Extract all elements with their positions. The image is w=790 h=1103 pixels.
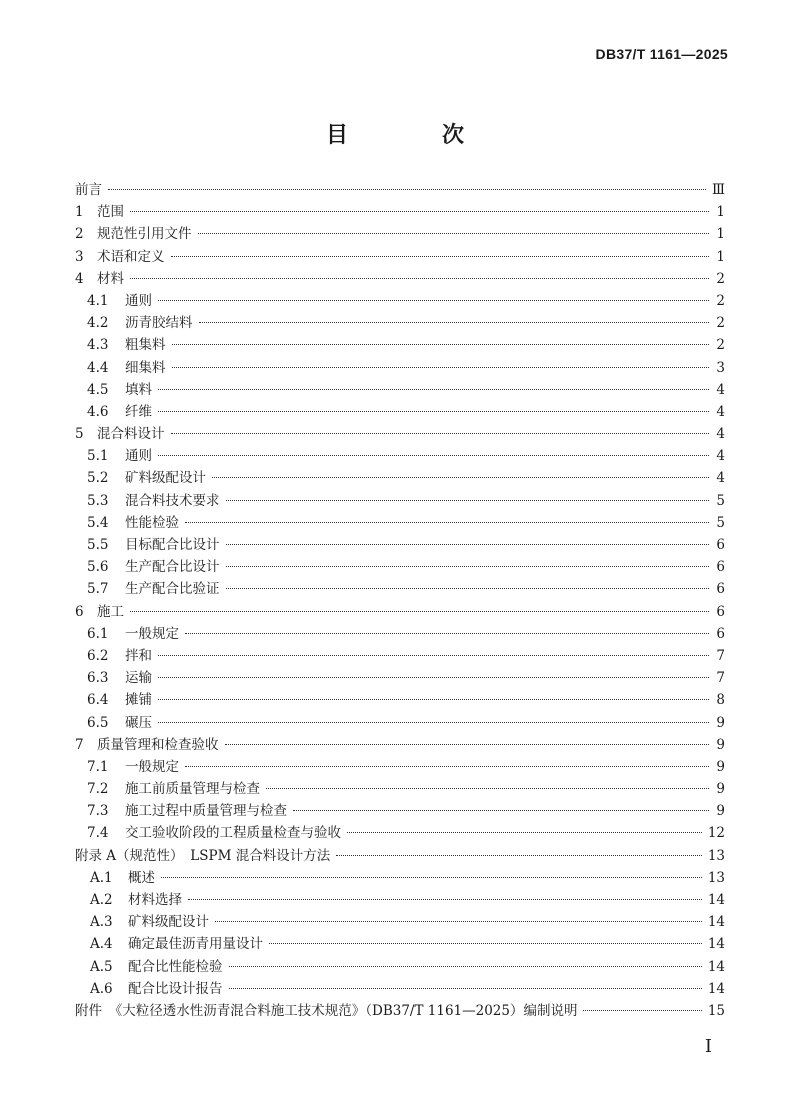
toc-entry-page: 4: [716, 470, 725, 487]
dot-leader: [158, 699, 709, 700]
dot-leader: [185, 633, 709, 634]
dot-leader: [199, 322, 710, 323]
toc-entry-label: 矿料级配设计: [128, 914, 209, 931]
toc-entry-page: 12: [707, 825, 725, 842]
toc-entry-label: 沥青胶结料: [125, 315, 193, 332]
toc-entry[interactable]: [75, 577, 725, 599]
toc-entry-label: 拌和: [125, 647, 152, 664]
toc-entry[interactable]: [75, 444, 725, 466]
toc-entry-page: 4: [716, 381, 725, 398]
toc-entry-label: 目标配合比设计: [125, 537, 220, 553]
toc-entry[interactable]: [75, 489, 725, 511]
toc-entry-label: 通则: [125, 448, 152, 465]
toc-entry[interactable]: [75, 267, 725, 289]
toc-entry[interactable]: [75, 511, 725, 533]
toc-entry[interactable]: [75, 866, 725, 888]
dot-leader: [226, 544, 710, 545]
toc-entry-page: 5: [716, 492, 725, 509]
toc-entry-page: 9: [716, 714, 725, 731]
dot-leader: [215, 921, 702, 922]
toc-entry-number: 4: [75, 270, 84, 287]
toc-entry-label: 性能检验: [125, 514, 179, 531]
toc-entry-label: 材料选择: [128, 892, 182, 908]
toc-entry-number: 4.6: [87, 403, 109, 420]
toc-entry[interactable]: [75, 311, 725, 333]
toc-entry-label: 运输: [125, 670, 152, 687]
toc-entry-label: 一般规定: [125, 625, 179, 642]
toc-entry-label: 施工: [97, 603, 124, 620]
toc-entry[interactable]: [75, 910, 725, 932]
toc-entry-label: 规范性引用文件: [97, 226, 192, 243]
toc-entry-number: 4.5: [87, 381, 109, 398]
toc-entry-label: 附录 A（规范性） LSPM 混合料设计方法: [75, 847, 331, 864]
toc-entry-page: 9: [716, 736, 725, 753]
toc-entry[interactable]: [75, 600, 725, 622]
toc-entry[interactable]: [75, 666, 725, 688]
toc-entry-page: 2: [716, 292, 725, 309]
toc-entry-number: 6.1: [87, 625, 109, 642]
toc-entry[interactable]: [75, 289, 725, 311]
toc-entry-label: 确定最佳沥青用量设计: [128, 936, 263, 953]
dot-leader: [226, 500, 710, 501]
toc-entry-label: 细集料: [125, 359, 166, 376]
toc-entry-number: 1: [75, 204, 84, 221]
toc-entry-number: 6.3: [87, 670, 109, 687]
dot-leader: [229, 988, 702, 989]
dot-leader: [266, 788, 709, 789]
toc-entry-number: 4.4: [87, 359, 109, 376]
toc-entry-page: 9: [716, 781, 725, 798]
toc-entry-page: 4: [716, 426, 725, 443]
toc-entry-number: 4.2: [87, 315, 109, 332]
toc-entry-number: 5.2: [87, 470, 109, 487]
table-of-contents: [75, 178, 725, 1021]
dot-leader: [293, 810, 709, 811]
dot-leader: [158, 300, 709, 301]
toc-entry-page: 13: [707, 869, 725, 886]
dot-leader: [130, 278, 709, 279]
toc-entry-page: 8: [716, 692, 725, 709]
toc-entry[interactable]: [75, 799, 725, 821]
toc-entry-number: A.1: [90, 869, 113, 886]
toc-entry-label: 交工验收阶段的工程质量检查与验收: [125, 825, 341, 842]
toc-entry[interactable]: [75, 999, 725, 1021]
dot-leader: [229, 966, 702, 967]
dot-leader: [269, 943, 702, 944]
toc-entry[interactable]: [75, 977, 725, 999]
toc-entry-label: 碾压: [125, 714, 152, 731]
toc-entry-number: 5.3: [87, 492, 109, 509]
toc-entry-number: 5: [75, 426, 84, 443]
toc-entry-label: 施工过程中质量管理与检查: [125, 803, 287, 820]
toc-entry-number: 4.3: [87, 337, 109, 354]
toc-entry-page: 6: [716, 559, 725, 576]
toc-entry[interactable]: [75, 200, 725, 222]
toc-entry-number: 2: [75, 226, 84, 243]
dot-leader: [158, 655, 709, 656]
dot-leader: [185, 522, 709, 523]
toc-entry-label: 施工前质量管理与检查: [125, 781, 260, 798]
toc-entry-label: 前言: [75, 182, 102, 198]
toc-entry-number: A.3: [90, 914, 113, 931]
toc-entry-number: 5.4: [87, 514, 109, 531]
toc-entry-number: 4.1: [87, 292, 109, 309]
toc-entry[interactable]: [75, 533, 725, 555]
toc-entry-page: 14: [707, 914, 725, 931]
toc-entry[interactable]: [75, 888, 725, 910]
toc-entry-page: 7: [716, 670, 725, 687]
toc-entry[interactable]: [75, 333, 725, 355]
page-title: 目 次: [325, 122, 500, 148]
toc-entry[interactable]: [75, 777, 725, 799]
dot-leader: [171, 433, 710, 434]
toc-entry-number: 6.4: [87, 692, 109, 709]
toc-entry-number: 5.1: [87, 448, 109, 465]
toc-entry-number: 7.3: [87, 803, 109, 820]
toc-entry-number: 6.2: [87, 647, 109, 664]
toc-entry-page: 6: [716, 603, 725, 620]
toc-entry-number: A.2: [90, 892, 113, 908]
toc-entry-number: 5.5: [87, 537, 109, 553]
toc-entry[interactable]: [75, 178, 725, 200]
toc-entry-page: 9: [716, 803, 725, 820]
toc-entry[interactable]: [75, 644, 725, 666]
dot-leader: [226, 566, 710, 567]
toc-entry-page: 6: [716, 581, 725, 598]
dot-leader: [171, 256, 710, 257]
dot-leader: [188, 899, 702, 900]
toc-entry-label: 混合料设计: [97, 426, 165, 443]
toc-entry[interactable]: [75, 356, 725, 378]
page-number: I: [704, 1036, 712, 1057]
toc-entry-label: 矿料级配设计: [125, 470, 206, 487]
toc-entry-page: 2: [716, 315, 725, 332]
toc-entry-page: 1: [716, 248, 725, 265]
toc-entry[interactable]: [75, 688, 725, 710]
toc-entry-page: Ⅲ: [711, 182, 725, 198]
toc-entry[interactable]: [75, 955, 725, 977]
toc-entry-page: 2: [716, 270, 725, 287]
toc-entry-label: 纤维: [125, 403, 152, 420]
toc-entry-page: 3: [716, 359, 725, 376]
toc-entry-page: 14: [707, 958, 725, 975]
toc-entry-number: A.4: [90, 936, 113, 953]
dot-leader: [583, 1010, 701, 1011]
toc-entry[interactable]: [75, 222, 725, 244]
toc-entry-page: 9: [716, 758, 725, 775]
toc-entry[interactable]: [75, 932, 725, 954]
toc-entry-label: 配合比性能检验: [128, 958, 223, 975]
toc-entry-label: 附件 《大粒径透水性沥青混合料施工技术规范》（DB37/T 1161—2025）编制说明: [75, 1002, 578, 1019]
dot-leader: [172, 367, 710, 368]
toc-entry-number: 6: [75, 603, 84, 620]
toc-entry[interactable]: [75, 466, 725, 488]
toc-entry-number: 7.4: [87, 825, 109, 842]
toc-entry-label: 概述: [128, 869, 155, 886]
toc-entry-label: 粗集料: [125, 337, 166, 354]
dot-leader: [158, 455, 709, 456]
toc-entry-label: 填料: [125, 381, 152, 398]
toc-entry-page: 6: [716, 537, 725, 553]
toc-entry[interactable]: [75, 400, 725, 422]
toc-entry-page: 4: [716, 448, 725, 465]
toc-entry[interactable]: [75, 755, 725, 777]
toc-entry-label: 范围: [97, 204, 124, 221]
dot-leader: [158, 677, 709, 678]
toc-entry-number: 5.7: [87, 581, 109, 598]
document-code: DB37/T 1161—2025: [595, 46, 728, 62]
dot-leader: [130, 611, 709, 612]
toc-entry-page: 2: [716, 337, 725, 354]
toc-entry-page: 1: [716, 204, 725, 221]
toc-entry-number: 7.2: [87, 781, 109, 798]
dot-leader: [198, 233, 710, 234]
dot-leader: [108, 189, 706, 190]
dot-leader: [225, 744, 710, 745]
dot-leader: [336, 855, 702, 856]
toc-entry-label: 术语和定义: [97, 248, 165, 265]
toc-entry-page: 14: [707, 980, 725, 997]
dot-leader: [212, 477, 709, 478]
toc-entry[interactable]: [75, 711, 725, 733]
toc-entry-page: 14: [707, 936, 725, 953]
toc-entry-page: 15: [707, 1002, 725, 1019]
toc-entry-label: 摊铺: [125, 692, 152, 709]
toc-entry-page: 4: [716, 403, 725, 420]
toc-entry-number: 5.6: [87, 559, 109, 576]
dot-leader: [226, 588, 710, 589]
toc-entry-number: A.6: [90, 980, 113, 997]
toc-entry-number: 7: [75, 736, 84, 753]
toc-entry[interactable]: [75, 422, 725, 444]
toc-entry[interactable]: [75, 844, 725, 866]
toc-entry-label: 通则: [125, 292, 152, 309]
toc-entry-label: 质量管理和检查验收: [97, 736, 219, 753]
toc-entry-page: 14: [707, 892, 725, 908]
toc-entry[interactable]: [75, 378, 725, 400]
toc-entry-number: 6.5: [87, 714, 109, 731]
toc-entry[interactable]: [75, 733, 725, 755]
toc-entry-label: 生产配合比设计: [125, 559, 220, 576]
dot-leader: [158, 411, 709, 412]
toc-entry-label: 混合料技术要求: [125, 492, 220, 509]
toc-entry-label: 配合比设计报告: [128, 980, 223, 997]
toc-entry-number: 7.1: [87, 758, 109, 775]
toc-entry-label: 材料: [97, 270, 124, 287]
dot-leader: [161, 877, 702, 878]
dot-leader: [172, 344, 710, 345]
toc-entry-number: 3: [75, 248, 84, 265]
dot-leader: [185, 766, 709, 767]
toc-entry[interactable]: [75, 622, 725, 644]
toc-entry-number: A.5: [90, 958, 113, 975]
toc-entry[interactable]: [75, 555, 725, 577]
toc-entry-label: 一般规定: [125, 758, 179, 775]
toc-entry[interactable]: [75, 821, 725, 843]
toc-entry-page: 7: [716, 647, 725, 664]
dot-leader: [347, 832, 702, 833]
toc-entry-page: 5: [716, 514, 725, 531]
toc-entry-page: 13: [707, 847, 725, 864]
toc-entry-page: 6: [716, 625, 725, 642]
toc-entry-label: 生产配合比验证: [125, 581, 220, 598]
dot-leader: [130, 211, 709, 212]
toc-entry-page: 1: [716, 226, 725, 243]
toc-entry[interactable]: [75, 245, 725, 267]
dot-leader: [158, 722, 709, 723]
dot-leader: [158, 389, 709, 390]
